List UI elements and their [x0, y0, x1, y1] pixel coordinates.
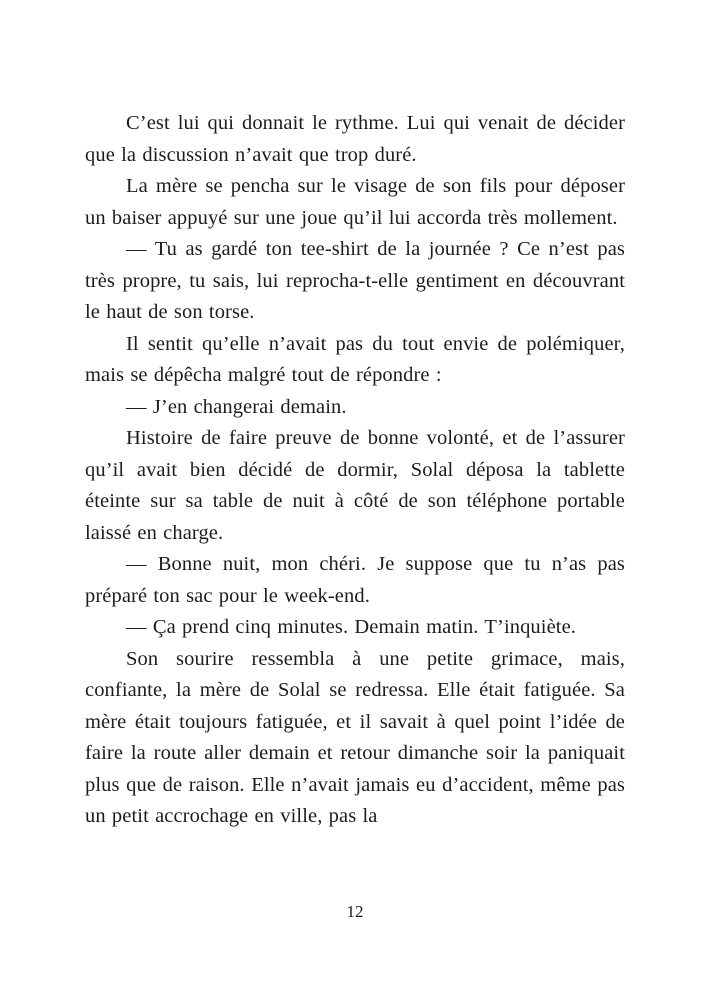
paragraph-dialogue: — Ça prend cinq minutes. Demain matin. T’inquiète.	[126, 616, 576, 638]
page-number: 12	[346, 902, 364, 921]
paragraph-dialogue: — Tu as gardé ton tee-shirt de la journée ? Ce n’est pas très propre, tu sais, lui reprocha-t-elle gentiment en découvrant le haut de son torse.	[85, 238, 625, 323]
paragraph-dialogue: — Bonne nuit, mon chéri. Je suppose que tu n’as pas préparé ton sac pour le week-end.	[85, 553, 625, 607]
paragraph-dialogue: — J’en changerai demain.	[126, 395, 347, 418]
paragraph: Son sourire ressembla à une petite grimace, mais, confiante, la mère de Solal se redressa. Elle était fatiguée. Sa mère était toujours fatiguée, et il savait à quel point l’idée de faire la route aller demain et retour dimanche soir la paniquait plus que de raison. Elle n’avait jamais eu d’accident, même pas un petit accrochage en ville, pas la	[85, 647, 625, 827]
paragraph: Histoire de faire preuve de bonne volonté, et de l’assurer qu’il avait bien décidé de dormir, Solal déposa la tablette éteinte sur sa table de nuit à côté de son téléphone portable laissé en charge.	[85, 427, 625, 544]
page-text	[85, 108, 625, 833]
paragraph: Il sentit qu’elle n’avait pas du tout envie de polémiquer, mais se dépêcha malgré tout de répondre :	[85, 332, 625, 386]
paragraph: C’est lui qui donnait le rythme. Lui qui venait de décider que la discussion n’avait que trop duré.	[85, 112, 625, 166]
page-footer	[0, 902, 710, 922]
paragraph: La mère se pencha sur le visage de son fils pour déposer un baiser appuyé sur une joue qu’il lui accorda très mollement.	[85, 175, 625, 229]
